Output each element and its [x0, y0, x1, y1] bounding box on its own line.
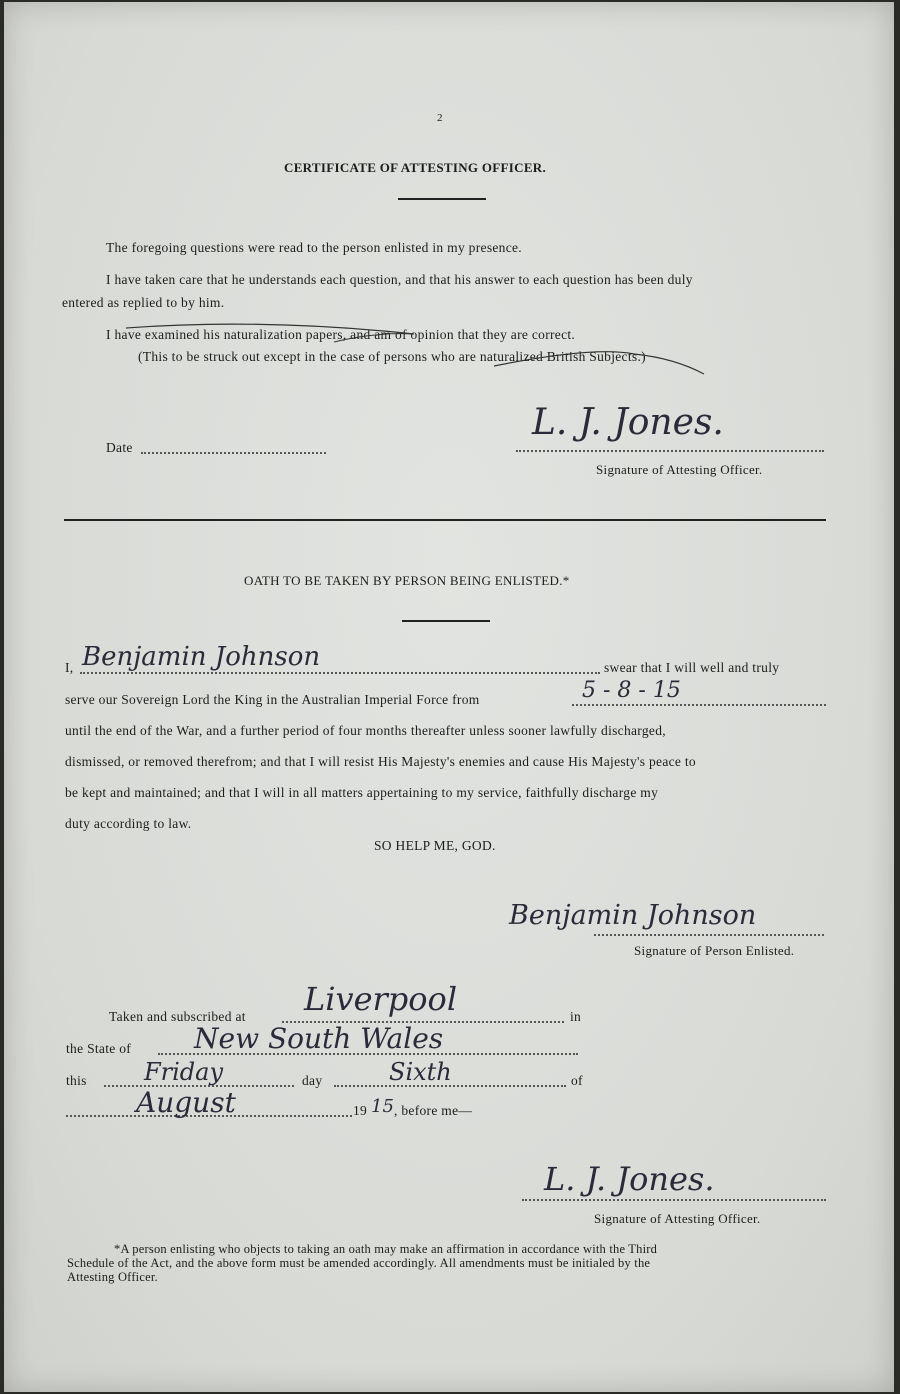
- oath-date-handwritten: 5 - 8 - 15: [582, 678, 681, 703]
- month-handwritten: August: [136, 1086, 236, 1119]
- oath-line-5: be kept and maintained; and that I will in all matters appertaining to my service, faithfully discharge my: [65, 785, 659, 800]
- certificate-title: CERTIFICATE OF ATTESTING OFFICER.: [284, 160, 547, 175]
- officer-signature-caption: Signature of Attesting Officer.: [596, 462, 763, 477]
- enlisted-signature-line: [594, 934, 824, 936]
- oath-line-2: serve our Sovereign Lord the King in the Australian Imperial Force from: [65, 692, 480, 707]
- oath-line-6: duty according to law.: [65, 816, 192, 831]
- year-suffix-handwritten: 15: [371, 1096, 394, 1117]
- place-handwritten: Liverpool: [304, 980, 458, 1018]
- officer-signature-2-line: [522, 1199, 826, 1201]
- year-prefix: 19: [353, 1103, 368, 1118]
- in-label: in: [570, 1009, 582, 1024]
- certificate-para-2-line-2: entered as replied to by him.: [62, 295, 225, 310]
- page-number: 2: [437, 112, 443, 124]
- state-handwritten: New South Wales: [194, 1022, 444, 1055]
- oath-line-3: until the end of the War, and a further period of four months thereafter unless sooner lawfully discharged,: [65, 723, 666, 738]
- strike-through-marks: [114, 314, 714, 384]
- so-help-me-god: SO HELP ME, GOD.: [374, 838, 496, 853]
- oath-title-divider: [402, 620, 490, 622]
- oath-name-line: [80, 672, 600, 674]
- oath-line-4: dismissed, or removed therefrom; and that I will resist His Majesty's enemies and cause His Majesty's peace to: [65, 754, 696, 769]
- weekday-handwritten: Friday: [144, 1058, 224, 1086]
- oath-i-label: I,: [65, 660, 74, 675]
- officer-signature-line: [516, 450, 824, 452]
- date-field: [141, 452, 326, 454]
- officer-signature-handwritten: L. J. Jones.: [532, 402, 724, 443]
- footnote-line-3: Attesting Officer.: [67, 1270, 158, 1284]
- form-page: [4, 2, 894, 1392]
- oath-title: OATH TO BE TAKEN BY PERSON BEING ENLISTED.*: [244, 573, 570, 588]
- footnote-line-1: *A person enlisting who objects to taking an oath may make an affirmation in accordance with the Third: [114, 1242, 658, 1256]
- oath-name-handwritten: Benjamin Johnson: [82, 642, 321, 672]
- state-label: the State of: [66, 1041, 132, 1056]
- footnote-line-2: Schedule of the Act, and the above form must be amended accordingly. All amendments must be initialed by the: [67, 1256, 651, 1270]
- officer-signature-2-handwritten: L. J. Jones.: [544, 1160, 715, 1198]
- date-label: Date: [106, 440, 133, 455]
- oath-date-line: [572, 704, 826, 706]
- certificate-para-4: (This to be struck out except in the case of persons who are naturalized British Subjects.): [138, 349, 646, 364]
- officer-signature-2-caption: Signature of Attesting Officer.: [594, 1211, 761, 1226]
- day-handwritten: Sixth: [389, 1058, 452, 1086]
- enlisted-signature-caption: Signature of Person Enlisted.: [634, 943, 795, 958]
- enlisted-signature-handwritten: Benjamin Johnson: [509, 900, 757, 931]
- day-label: day: [302, 1073, 323, 1088]
- this-label: this: [66, 1073, 87, 1088]
- of-label: of: [571, 1073, 583, 1088]
- title-divider: [398, 198, 486, 200]
- oath-swear-text: swear that I will well and truly: [604, 660, 780, 675]
- certificate-para-3: I have examined his naturalization papers, and am of opinion that they are correct.: [106, 327, 576, 342]
- certificate-para-2-line-1: I have taken care that he understands each question, and that his answer to each question has been duly: [106, 272, 693, 287]
- certificate-para-1: The foregoing questions were read to the person enlisted in my presence.: [106, 240, 522, 255]
- before-me-label: , before me—: [394, 1103, 473, 1118]
- section-divider: [64, 519, 826, 521]
- taken-label: Taken and subscribed at: [109, 1009, 246, 1024]
